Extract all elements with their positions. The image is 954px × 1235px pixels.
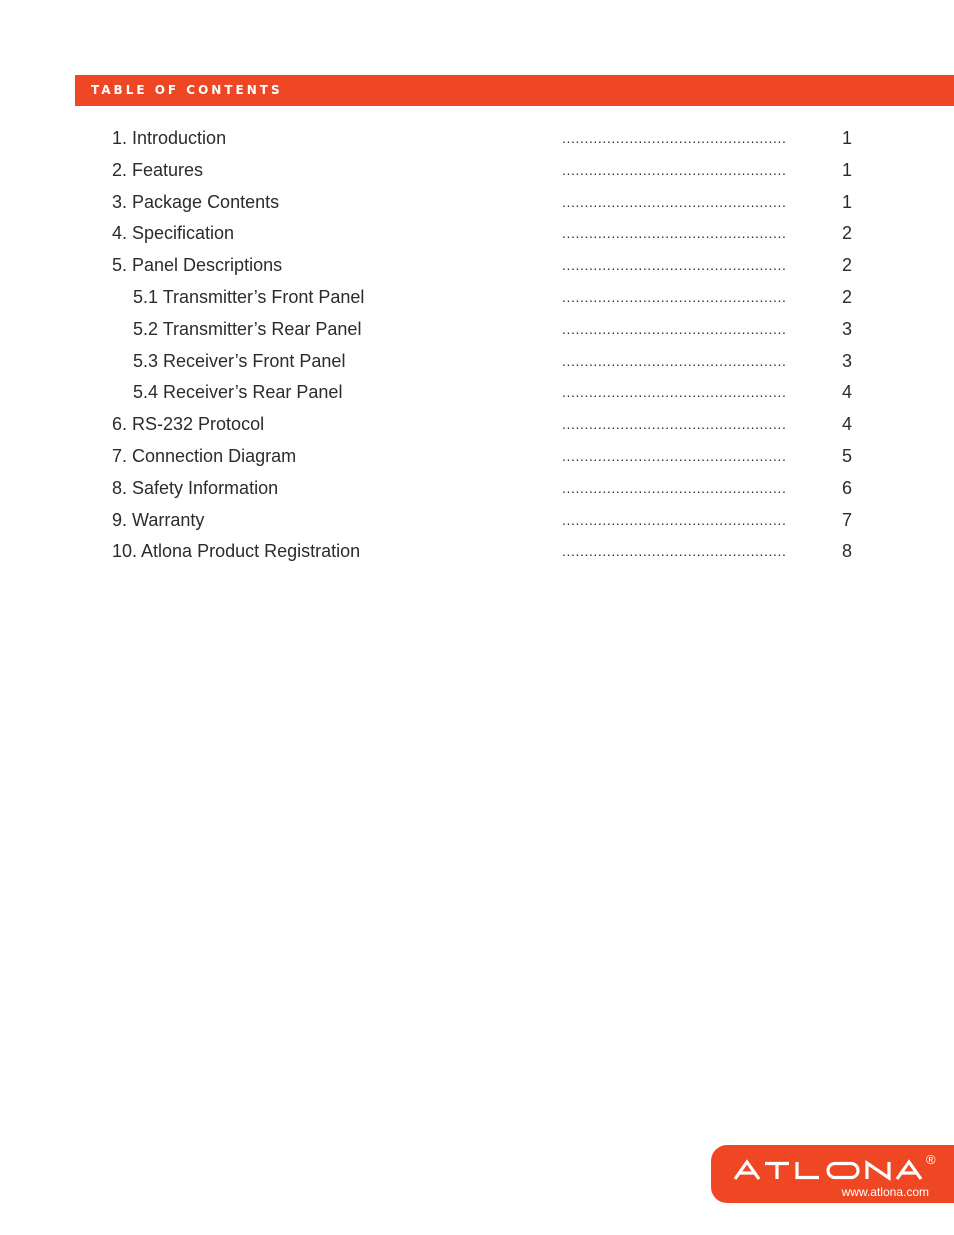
toc-entry-label: 9. Warranty bbox=[112, 509, 205, 530]
toc-entry-page: 4 bbox=[841, 382, 852, 403]
toc-entry[interactable] bbox=[0, 154, 954, 186]
toc-entry-label: 5.4 Receiver’s Rear Panel bbox=[133, 382, 343, 403]
toc-entry-page: 8 bbox=[841, 541, 852, 562]
toc-header-title: TABLE OF CONTENTS bbox=[91, 83, 283, 97]
toc-entry-leader: .................................................. bbox=[562, 352, 787, 369]
toc-entry-page: 5 bbox=[841, 445, 852, 466]
toc-entry-label: 7. Connection Diagram bbox=[112, 445, 297, 466]
toc-entry-page: 3 bbox=[841, 350, 852, 371]
toc-entry-leader: .................................................. bbox=[562, 130, 787, 146]
toc-entry-leader: .................................................. bbox=[562, 447, 787, 464]
toc-entry-label: 6. RS-232 Protocol bbox=[112, 414, 265, 435]
toc-entry-page: 1 bbox=[841, 128, 852, 148]
toc-entry-leader: .................................................. bbox=[562, 511, 787, 528]
toc-entry[interactable] bbox=[0, 535, 954, 567]
toc-entry-label: 10. Atlona Product Registration bbox=[112, 541, 361, 562]
toc-entry-page: 7 bbox=[841, 509, 852, 530]
brand-badge bbox=[711, 1145, 954, 1203]
toc-entry-page: 4 bbox=[841, 414, 852, 435]
toc-entry-page: 2 bbox=[841, 223, 852, 244]
toc-entry[interactable] bbox=[0, 249, 954, 281]
toc-entry-leader: .................................................. bbox=[562, 416, 787, 433]
toc-entry-page: 2 bbox=[841, 255, 852, 276]
toc-entry[interactable] bbox=[0, 376, 954, 408]
toc-entry-label: 2. Features bbox=[112, 159, 204, 180]
toc-entry-page: 3 bbox=[841, 318, 852, 339]
toc-entry-leader: .................................................. bbox=[562, 225, 787, 242]
toc-entry-label: 3. Package Contents bbox=[112, 191, 280, 212]
toc-entry[interactable] bbox=[0, 504, 954, 536]
toc-entry-page: 2 bbox=[841, 286, 852, 307]
registered-mark: ® bbox=[926, 1152, 936, 1167]
toc-entry[interactable] bbox=[0, 281, 954, 313]
toc-entry-leader: .................................................. bbox=[562, 193, 787, 210]
toc-list bbox=[0, 122, 954, 567]
toc-entry-label: 4. Specification bbox=[112, 223, 235, 244]
toc-entry-leader: .................................................. bbox=[562, 543, 787, 560]
toc-entry[interactable] bbox=[0, 186, 954, 218]
toc-entry-label: 5. Panel Descriptions bbox=[112, 255, 283, 276]
toc-entry-leader: .................................................. bbox=[562, 161, 787, 178]
brand-url: www.atlona.com bbox=[841, 1185, 929, 1199]
toc-entry[interactable] bbox=[0, 122, 954, 154]
toc-entry-label: 5.1 Transmitter’s Front Panel bbox=[133, 286, 365, 307]
toc-entry-label: 5.3 Receiver’s Front Panel bbox=[133, 350, 346, 371]
toc-entry[interactable] bbox=[0, 313, 954, 345]
toc-entry[interactable] bbox=[0, 217, 954, 249]
toc-entry-page: 6 bbox=[841, 477, 852, 498]
toc-entry[interactable] bbox=[0, 440, 954, 472]
atlona-wordmark-icon bbox=[733, 1155, 933, 1185]
toc-entry-label: 1. Introduction bbox=[112, 128, 227, 148]
toc-entry-label: 5.2 Transmitter’s Rear Panel bbox=[133, 318, 362, 339]
toc-entry-page: 1 bbox=[841, 191, 852, 212]
toc-entry-page: 1 bbox=[841, 159, 852, 180]
toc-entry-leader: .................................................. bbox=[562, 257, 787, 274]
toc-entry-leader: .................................................. bbox=[562, 288, 787, 305]
toc-entry-leader: .................................................. bbox=[562, 384, 787, 401]
toc-entry-label: 8. Safety Information bbox=[112, 477, 279, 498]
toc-header-bar bbox=[75, 75, 954, 106]
toc-entry-leader: .................................................. bbox=[562, 479, 787, 496]
toc-entry[interactable] bbox=[0, 345, 954, 377]
toc-entry-leader: .................................................. bbox=[562, 320, 787, 337]
toc-entry[interactable] bbox=[0, 472, 954, 504]
toc-entry[interactable] bbox=[0, 408, 954, 440]
